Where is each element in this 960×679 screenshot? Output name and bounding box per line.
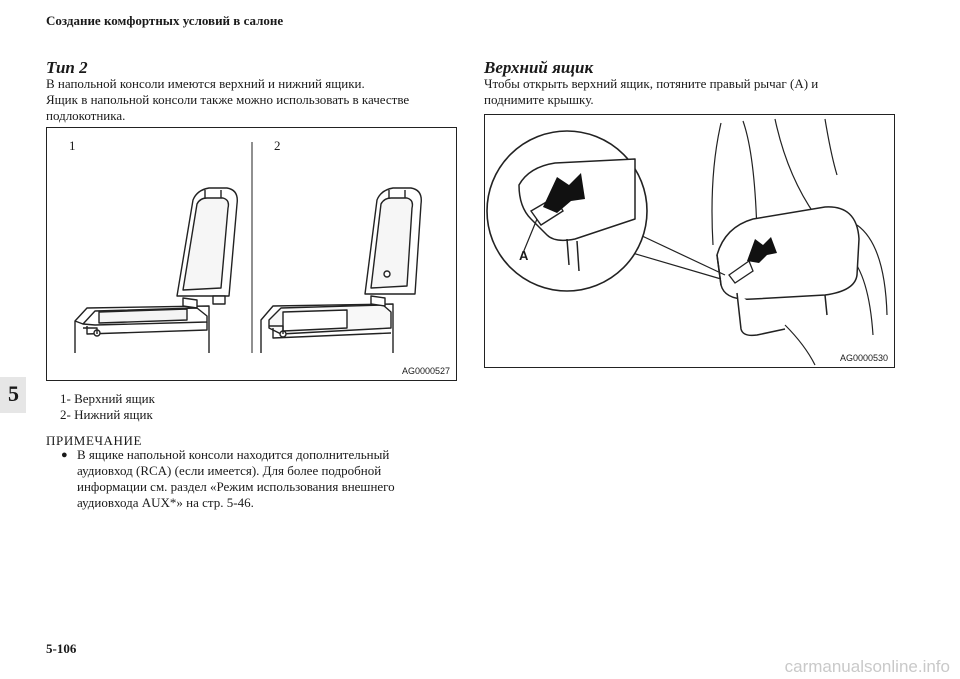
- console-boxes-illustration: [47, 128, 456, 380]
- section-header: Создание комфортных условий в салоне: [46, 13, 284, 28]
- type2-heading: Тип 2: [46, 58, 88, 77]
- lower-box-drawing: [261, 188, 421, 353]
- note-body: [77, 447, 447, 511]
- type2-paragraph: [46, 76, 456, 124]
- note-heading: ПРИМЕЧАНИЕ: [46, 433, 143, 448]
- figure-code: AG0000530: [839, 353, 888, 363]
- panel-label-1: 1: [69, 138, 76, 153]
- upper-box-drawing: [75, 188, 237, 353]
- note-line: В ящике напольной консоли находится дополнительный: [77, 447, 390, 462]
- lever-illustration: [485, 115, 894, 367]
- note-line: аудиовхода AUX*» на стр. 5-46.: [77, 495, 254, 510]
- lever-figure: [484, 114, 895, 368]
- page-number: 5-106: [46, 641, 77, 656]
- type2-paragraph-line: Ящик в напольной консоли также можно использовать в качестве: [46, 92, 410, 107]
- type2-paragraph-line: В напольной консоли имеются верхний и нижний ящики.: [46, 76, 365, 91]
- note-bullet: ●: [61, 449, 68, 461]
- type2-paragraph-line: подлокотника.: [46, 108, 126, 123]
- upper-box-paragraph-line: поднимите крышку.: [484, 92, 594, 107]
- note-line: аудиовход (RCA) (если имеется). Для более подробной: [77, 463, 382, 478]
- upper-box-paragraph-line: Чтобы открыть верхний ящик, потяните правый рычаг (A) и: [484, 76, 819, 91]
- note-line: информации см. раздел «Режим использования внешнего: [77, 479, 395, 494]
- upper-box-heading: Верхний ящик: [484, 58, 594, 77]
- legend-item: 1- Верхний ящик: [60, 391, 155, 406]
- legend-item: 2- Нижний ящик: [60, 407, 153, 422]
- upper-box-paragraph: [484, 76, 894, 108]
- figure-code: AG0000527: [401, 366, 450, 376]
- callout-label-a: A: [519, 248, 529, 263]
- console-boxes-figure: [46, 127, 457, 381]
- watermark: carmanualsonline.info: [784, 657, 950, 676]
- panel-label-2: 2: [274, 138, 281, 153]
- chapter-number: 5: [8, 381, 19, 406]
